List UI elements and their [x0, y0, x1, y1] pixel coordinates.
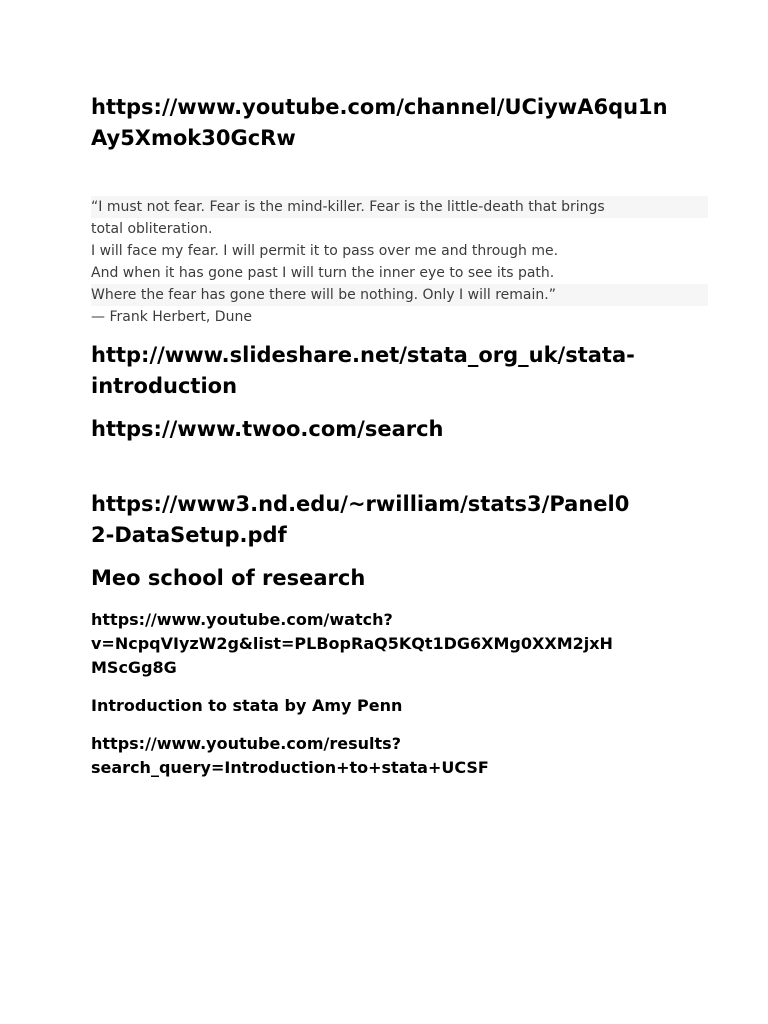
quote-line: I will face my fear. I will permit it to pass over me and through me.: [91, 243, 559, 259]
quote-line: total obliteration.: [91, 221, 213, 237]
nd-edu-link[interactable]: [91, 489, 708, 551]
youtube-results-link[interactable]: [91, 732, 708, 780]
youtube-watch-link-line: v=NcpqVIyzW2g&list=PLBopRaQ5KQt1DG6XMg0XXM2jxH: [91, 634, 613, 653]
quote-attribution: — Frank Herbert, Dune: [91, 309, 252, 325]
twoo-link[interactable]: https://www.twoo.com/search: [91, 417, 444, 441]
youtube-channel-link[interactable]: https://www.youtube.com/channel/UCiywA6qu1nAy5Xmok30GcRw: [91, 95, 668, 150]
meo-heading: Meo school of research: [91, 566, 366, 590]
youtube-results-link-line: search_query=Introduction+to+stata+UCSF: [91, 758, 489, 777]
slideshare-link-line: http://www.slideshare.net/stata_org_uk/stata-: [91, 343, 635, 367]
nd-edu-link-line: 2-DataSetup.pdf: [91, 523, 287, 547]
youtube-watch-link[interactable]: [91, 608, 708, 680]
slideshare-link-line: introduction: [91, 374, 238, 398]
youtube-watch-link-line: https://www.youtube.com/watch?: [91, 610, 393, 629]
nd-edu-link-line: https://www3.nd.edu/~rwilliam/stats3/Panel0: [91, 492, 630, 516]
quote-line: And when it has gone past I will turn the inner eye to see its path.: [91, 265, 555, 281]
quote-line: “I must not fear. Fear is the mind-killer. Fear is the little-death that brings: [91, 196, 708, 218]
dune-quote: [91, 196, 708, 328]
youtube-watch-link-line: MScGg8G: [91, 658, 177, 677]
amy-penn-title: Introduction to stata by Amy Penn: [91, 696, 403, 715]
youtube-results-link-line: https://www.youtube.com/results?: [91, 734, 401, 753]
slideshare-link[interactable]: [91, 340, 708, 402]
quote-line: Where the fear has gone there will be nothing. Only I will remain.”: [91, 284, 708, 306]
